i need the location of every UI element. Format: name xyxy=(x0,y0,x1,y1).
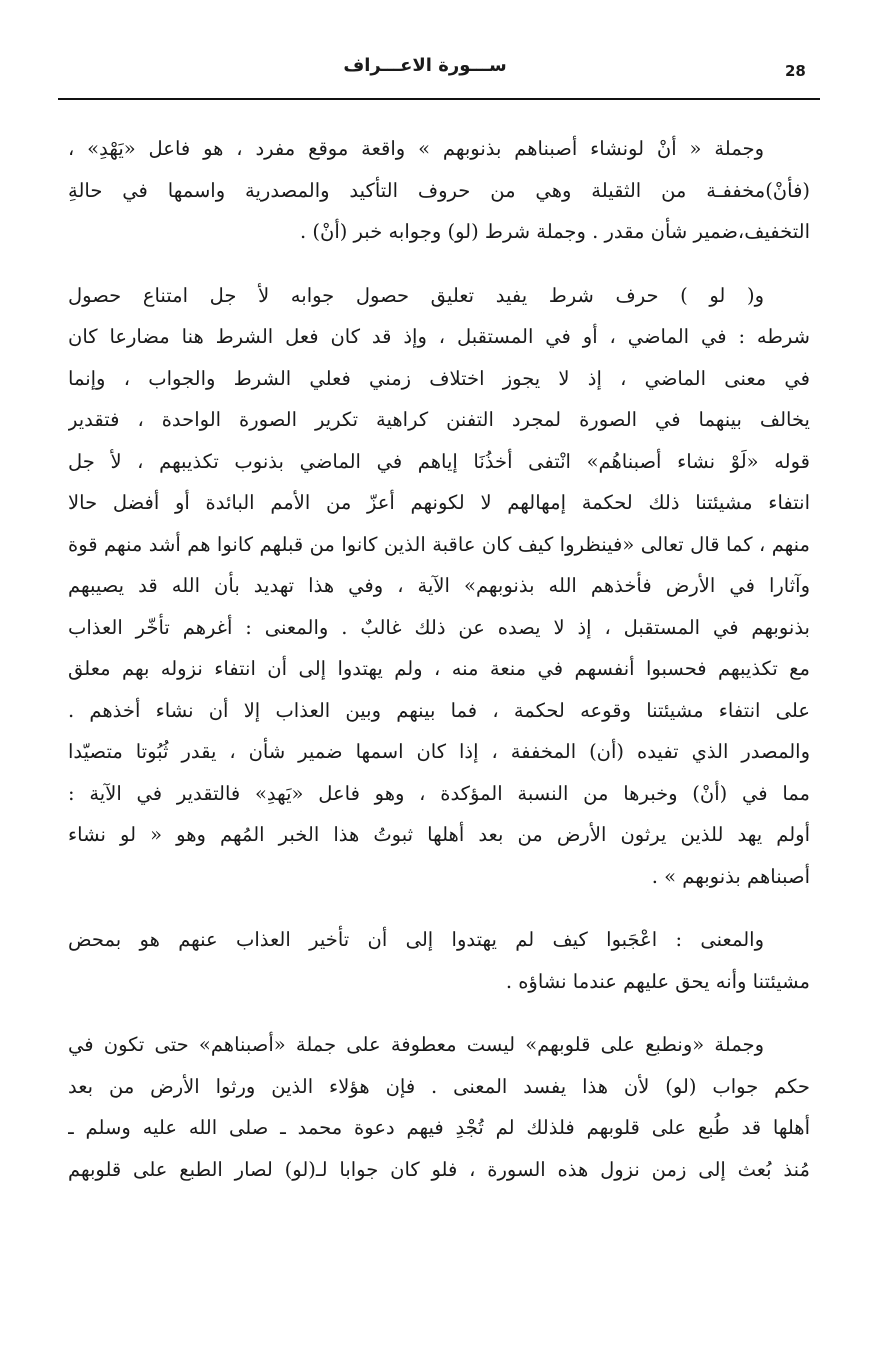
text-line: يخالف بينهما في الصورة لمجرد التفنن كراهية تكرير الصورة الواحدة ، فتقدير xyxy=(68,408,810,431)
text-line: التخفيف،ضمير شأن مقدر . وجملة شرط (لو) وجوابه خبر (أنْ) . xyxy=(300,220,810,243)
text-line: حكم جواب (لو) لأن هذا يفسد المعنى . فإن هؤلاء الذين ورثوا الأرض من بعد xyxy=(68,1074,810,1098)
header-divider xyxy=(58,98,820,100)
text-line: (فأنْ)مخففـة من الثقيلة وهي من حروف التأكيد والمصدرية واسمها في حالةِ xyxy=(68,178,810,202)
paragraph xyxy=(68,919,810,1002)
text-line: أهلها قد طُبع على قلوبهم فلذلك لم تُجْدِ فيهم دعوة محمد ـ صلى الله عليه وسلم ـ xyxy=(68,1116,810,1139)
text-line: والمصدر الذي تفيده (أن) المخففة ، إذا كان اسمها ضمير شأن ، يقدر ثُبُوتا متصيّدا xyxy=(68,740,810,763)
text-line: و( لو ) حرف شرط يفيد تعليق حصول جوابه لأ جل امتناع حصول xyxy=(68,283,764,307)
text-line: مُنذ بُعث إلى زمن نزول هذه السورة ، فلو كان جوابا لـ(لو) لصار الطبع على قلوبهم xyxy=(68,1157,810,1181)
paragraph xyxy=(68,275,810,898)
text-line: أصبناهم بذنوبهم » . xyxy=(651,864,810,888)
page-body xyxy=(68,128,810,1212)
text-line: على انتفاء مشيئتنا وقوعه لحكمة ، فما بينهم وبين العذاب إلا أن نشاء أخذهم . xyxy=(68,698,810,722)
text-line: شرطه : في الماضي ، أو في المستقبل ، وإذ قد كان فعل الشرط هنا مضارعا كان xyxy=(68,325,810,348)
text-line: وآثارا في الأرض فأخذهم الله بذنوبهم» الآية ، وفي هذا تهديد بأن الله قد يصيبهم xyxy=(68,574,810,597)
text-line: منهم ، كما قال تعالى «فينظروا كيف كان عاقبة الذين كانوا من قبلهم كانوا هم أشد منهم قوة xyxy=(68,532,810,556)
text-line: وجملة «ونطبع على قلوبهم» ليست معطوفة على جملة «أصبناهم» حتى تكون في xyxy=(68,1033,764,1056)
text-line: والمعنى : اعْجَبوا كيف لم يهتدوا إلى أن تأخير العذاب عنهم هو بمحض xyxy=(68,928,764,951)
text-line: في معنى الماضي ، إذ لا يجوز اختلاف زمني فعلي الشرط والجواب ، وإنما xyxy=(68,366,810,390)
text-line: مشيئتنا وأنه يحق عليهم عندما نشاؤه . xyxy=(505,969,810,993)
page-number: 28 xyxy=(785,62,806,80)
text-line: مما في (أنْ) وخبرها من النسبة المؤكدة ، وهو فاعل «يَهدِ» فالتقدير في الآية : xyxy=(68,781,810,805)
paragraph xyxy=(68,1024,810,1190)
text-line: بذنوبهم في المستقبل ، إذ لا يصده عن ذلك غالبٌ . والمعنى : أغرهم تأخّر العذاب xyxy=(68,615,810,639)
text-line: أولم يهد للذين يرثون الأرض من بعد أهلها ثبوتُ هذا الخبر المُهم وهو « لو نشاء xyxy=(68,823,810,846)
text-line: انتفاء مشيئتنا ذلك لحكمة إمهالهم لا لكونهم أعزّ من الأمم البائدة أو أفضل حالا xyxy=(68,491,810,514)
text-line: مع تكذيبهم فحسبوا أنفسهم في منعة منه ، ولم يهتدوا إلى أن انتفاء نزوله بهم معلق xyxy=(68,657,810,680)
text-line: قوله «لَوْ نشاء أصبناهُم» انْتفى أخذُنَا إياهم في الماضي بذنوب تكذيبهم ، لأ جل xyxy=(68,449,810,473)
text-line: وجملة « أنْ لونشاء أصبناهم بذنوبهم » واقعة موقع مفرد ، هو فاعل «يَهْدِ» ، xyxy=(68,137,764,160)
page-header xyxy=(0,0,884,100)
surah-title: ســـورة الاعـــراف xyxy=(343,55,507,76)
paragraph xyxy=(68,128,810,253)
